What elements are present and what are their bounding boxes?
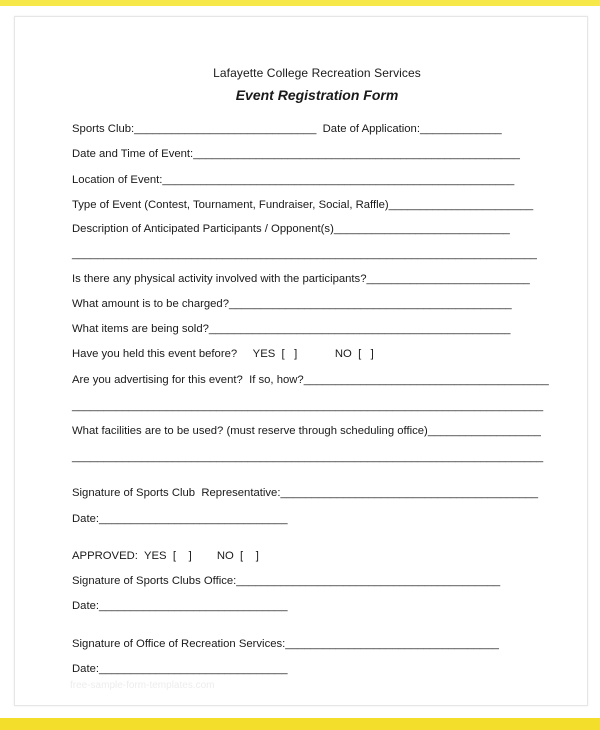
watermark-text: free-sample-form-templates.com: [70, 680, 215, 691]
top-border: [0, 0, 600, 6]
representative-date-field[interactable]: Date:______________________________: [72, 513, 288, 525]
event-date-time-field[interactable]: Date and Time of Event:____________________________________________________: [72, 148, 520, 160]
form-title: Event Registration Form: [235, 87, 399, 103]
facilities-continued[interactable]: ___________________________________________________________________________: [72, 451, 544, 463]
event-type-field[interactable]: Type of Event (Contest, Tournament, Fundraiser, Social, Raffle)_______________________: [72, 199, 534, 211]
held-before-checkboxes[interactable]: Have you held this event before? YES [ ] NO [ ]: [72, 348, 374, 360]
sports-club-field[interactable]: Sports Club:_____________________________ Date of Application:_____________: [72, 123, 502, 135]
recreation-signature-field[interactable]: Signature of Office of Recreation Services:__________________________________: [72, 638, 499, 650]
amount-charged-field[interactable]: What amount is to be charged?_____________________________________________: [72, 298, 512, 310]
participants-description-field[interactable]: Description of Anticipated Participants / Opponent(s)____________________________: [72, 223, 510, 235]
items-sold-field[interactable]: What items are being sold?________________________________________________: [72, 323, 511, 335]
participants-description-continued[interactable]: __________________________________________________________________________: [72, 248, 537, 260]
clubs-office-date-field[interactable]: Date:______________________________: [72, 600, 288, 612]
advertising-continued[interactable]: ___________________________________________________________________________: [72, 400, 544, 412]
advertising-field[interactable]: Are you advertising for this event? If so, how?_______________________________________: [72, 374, 549, 386]
clubs-office-signature-field[interactable]: Signature of Sports Clubs Office:__________________________________________: [72, 575, 501, 587]
approval-checkboxes[interactable]: APPROVED: YES [ ] NO [ ]: [72, 550, 259, 562]
physical-activity-field[interactable]: Is there any physical activity involved with the participants?__________________________: [72, 273, 530, 285]
event-location-field[interactable]: Location of Event:________________________________________________________: [72, 174, 515, 186]
organization-name: Lafayette College Recreation Services: [213, 66, 421, 80]
recreation-date-field[interactable]: Date:______________________________: [72, 663, 288, 675]
facilities-field[interactable]: What facilities are to be used? (must reserve through scheduling office)__________________: [72, 425, 541, 437]
representative-signature-field[interactable]: Signature of Sports Club Representative:_________________________________________: [72, 487, 539, 499]
bottom-border: [0, 718, 600, 730]
